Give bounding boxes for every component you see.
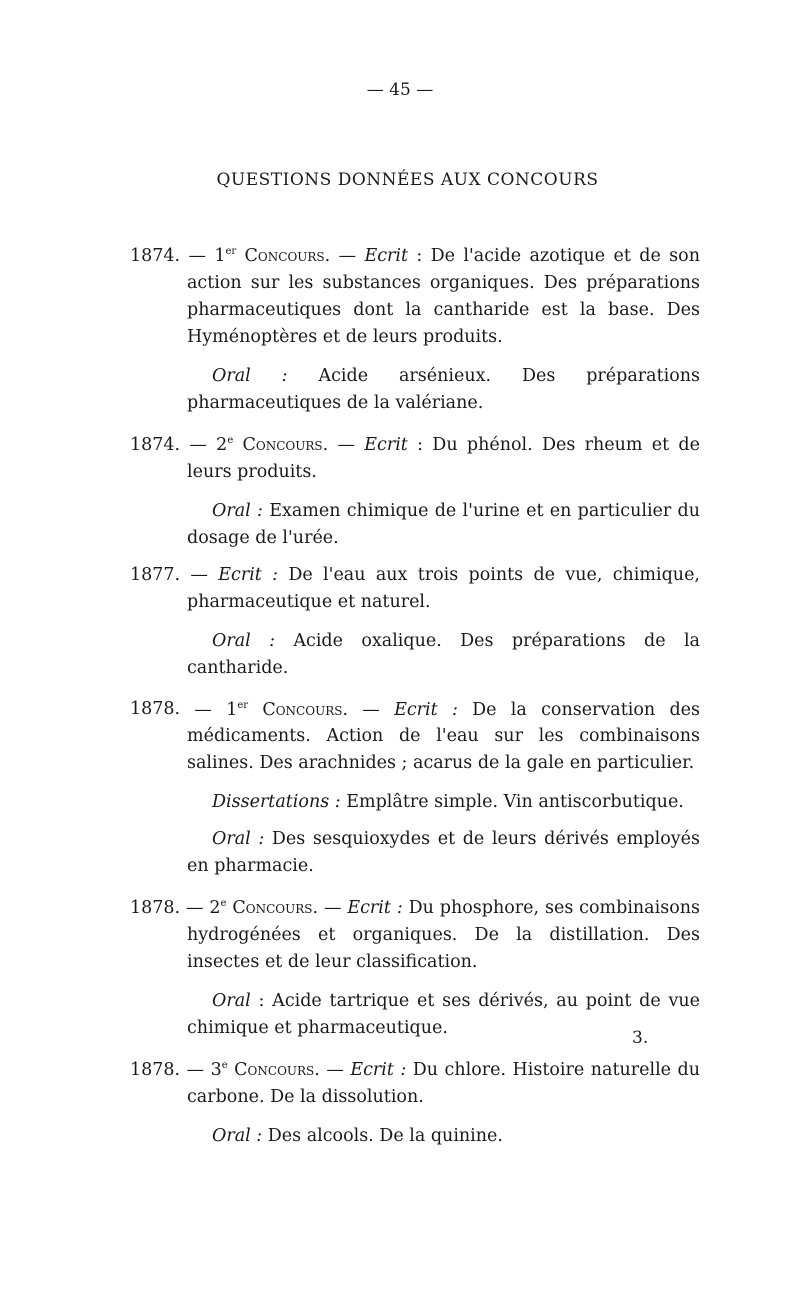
oral-label: Oral : (212, 829, 265, 850)
page-title: QUESTIONS DONNÉES AUX CONCOURS (216, 170, 599, 190)
entry-ordinal: 3 (210, 1060, 222, 1081)
entry-dash: — (180, 245, 215, 266)
oral-text: Acide oxalique. Des préparations de la cantharide. (187, 630, 700, 678)
oral-text: : Acide tartrique et ses dérivés, au point de vue chimique et pharmaceutique. (187, 991, 700, 1039)
entry-ordinal: 2 (216, 434, 228, 455)
entry-ordinal: 2 (209, 898, 221, 919)
ecrit-text: : Du phénol. Des rheum et de leurs produits. (187, 434, 700, 482)
entry-dash: — (180, 564, 219, 585)
dissertations-text: Emplâtre simple. Vin antiscorbutique. (340, 792, 684, 813)
entry-dash: — (180, 699, 227, 720)
entry-1878-second (130, 890, 700, 976)
oral-paragraph (130, 1123, 700, 1150)
entry-separator: — (319, 1060, 351, 1081)
ecrit-text: De la conservation des médicaments. Action de l'eau sur les combinaisons salines. Des arachnides ; acarus de la gale en particulier. (187, 699, 700, 774)
ecrit-text: Du phosphore, ses combinaisons hydrogénées et organiques. De la distillation. Des insectes et de leur classification. (187, 898, 700, 973)
entry-ordinal-suffix: e (220, 898, 227, 910)
ecrit-label: Ecrit (364, 434, 408, 455)
oral-text: Des alcools. De la quinine. (262, 1126, 503, 1147)
entry-year: 1874. (130, 245, 181, 266)
ecrit-label: Ecrit : (350, 1060, 407, 1081)
entry-concours: Concours. (234, 1060, 320, 1081)
entry-separator: — (330, 245, 365, 266)
entry-year: 1878. (130, 1060, 181, 1081)
ecrit-text: Du chlore. Histoire naturelle du carbone. De la dissolution. (187, 1060, 700, 1108)
page-number: — 45 — (366, 80, 434, 100)
entry-1874-second (130, 427, 700, 486)
entry-ordinal-suffix: er (225, 246, 237, 257)
entry-dash: — (180, 898, 210, 919)
dissertations-paragraph (130, 789, 700, 816)
oral-paragraph (130, 988, 700, 1042)
oral-label: Oral : (212, 630, 276, 651)
entry-dash: — (180, 1060, 211, 1081)
entry-year: 1874. (130, 434, 181, 455)
entry-separator: — (348, 699, 395, 720)
oral-label: Oral : (212, 500, 263, 521)
entry-year: 1878. (130, 898, 181, 919)
oral-label: Oral (212, 991, 251, 1012)
entry-1877 (130, 562, 700, 616)
oral-text: Examen chimique de l'urine et en particulier du dosage de l'urée. (187, 500, 700, 548)
entry-ordinal: 1 (226, 699, 238, 720)
entry-ordinal-suffix: e (221, 1060, 228, 1072)
entry-1874-first (130, 238, 700, 351)
entry-concours: Concours. (262, 699, 349, 720)
ecrit-label: Ecrit : (394, 699, 458, 720)
entry-separator: — (328, 434, 365, 455)
entry-ordinal-suffix: e (227, 434, 234, 446)
entry-year: 1878. (130, 699, 181, 720)
oral-text: Acide arsénieux. Des préparations pharmaceutiques de la valériane. (187, 365, 701, 413)
oral-paragraph (130, 498, 700, 552)
ecrit-text: De l'eau aux trois points de vue, chimique, pharmaceutique et naturel. (187, 564, 700, 612)
entry-ordinal-suffix: er (237, 699, 249, 711)
oral-paragraph (130, 826, 700, 880)
entry-dash: — (180, 434, 217, 455)
entry-ordinal: 1 (214, 245, 226, 266)
oral-label: Oral : (212, 365, 288, 386)
ecrit-label: Ecrit (364, 245, 409, 266)
ecrit-label: Ecrit : (218, 564, 279, 585)
oral-paragraph (130, 363, 700, 417)
dissertations-label: Dissertations : (212, 792, 341, 813)
oral-paragraph (130, 628, 700, 682)
entry-1878-first (130, 692, 700, 778)
entry-concours: Concours. (244, 245, 331, 266)
entry-separator: — (318, 898, 348, 919)
entry-concours: Concours. (242, 434, 329, 455)
signature-mark: 3. (632, 1028, 649, 1048)
entry-year: 1877. (130, 564, 181, 585)
oral-text: Des sesquioxydes et de leurs dérivés employés en pharmacie. (187, 829, 700, 877)
ecrit-text: : De l'acide azotique et de son action sur les substances organiques. Des préparations pharmaceutiques dont la cantharide est la base. Des Hyménoptères et de leurs produits. (187, 245, 700, 347)
entry-concours: Concours. (232, 898, 319, 919)
question-list (130, 238, 700, 1160)
oral-label: Oral : (212, 1126, 263, 1147)
ecrit-label: Ecrit : (347, 898, 403, 919)
entry-1878-third (130, 1052, 700, 1111)
